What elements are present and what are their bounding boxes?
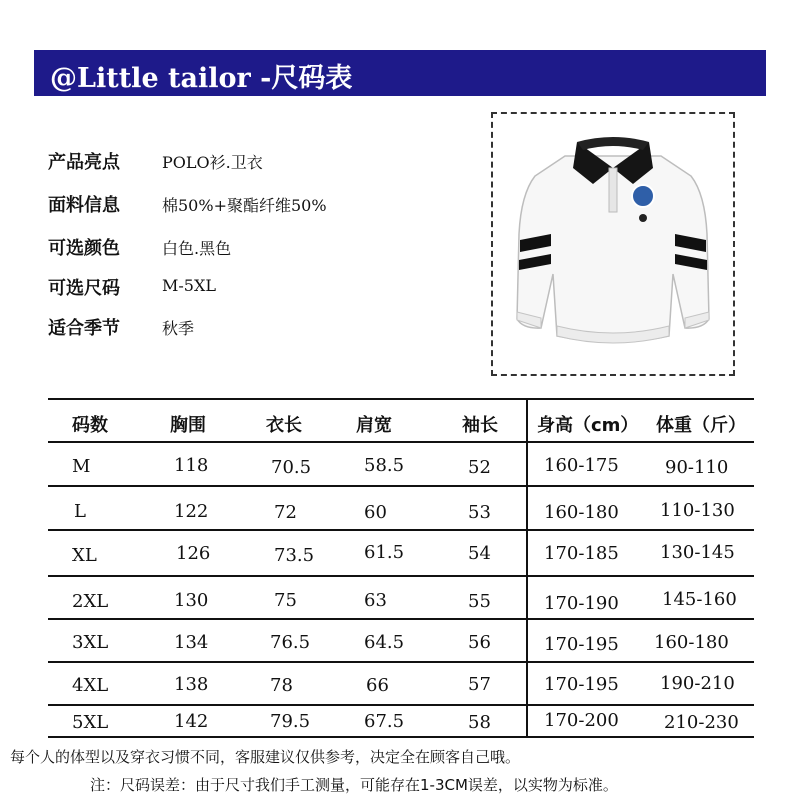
table-cell: 55 — [468, 591, 491, 612]
table-header: 袖长 — [462, 415, 498, 436]
table-cell: 122 — [174, 501, 209, 522]
table-header: 体重（斤） — [656, 415, 746, 436]
table-cell: 66 — [366, 675, 389, 696]
table-rule — [48, 736, 754, 738]
info-value: 白色.黑色 — [162, 239, 232, 258]
info-row-season — [48, 314, 468, 344]
table-cell: 3XL — [72, 632, 109, 653]
table-cell: 130-145 — [660, 542, 735, 563]
table-cell: 75 — [274, 590, 297, 611]
table-cell: 170-195 — [544, 634, 619, 655]
table-rule — [48, 529, 754, 531]
table-rule — [48, 485, 754, 487]
table-header: 胸围 — [170, 415, 206, 436]
table-cell: 53 — [468, 502, 491, 523]
info-row-sizes — [48, 274, 468, 304]
table-cell: 56 — [468, 632, 491, 653]
info-row-colors — [48, 234, 468, 264]
table-cell: XL — [72, 545, 97, 566]
table-header: 肩宽 — [356, 415, 392, 436]
table-rule — [48, 704, 754, 706]
table-cell: 57 — [468, 674, 491, 695]
product-photo-frame — [491, 112, 735, 376]
size-advice-note: 每个人的体型以及穿衣习惯不同，客服建议仅供参考，决定全在顾客自己哦。 — [10, 748, 521, 766]
table-cell: 126 — [176, 543, 211, 564]
info-label: 可选尺码 — [48, 278, 120, 299]
table-cell: 60 — [364, 502, 387, 523]
table-cell: 72 — [274, 502, 297, 523]
size-table — [48, 398, 754, 738]
table-cell: 4XL — [72, 675, 109, 696]
table-cell: 160-180 — [544, 502, 619, 523]
info-row-fabric — [48, 191, 468, 221]
title-banner — [34, 50, 766, 96]
table-header: 身高（cm） — [537, 415, 639, 436]
table-rule — [48, 398, 754, 400]
table-cell: 160-175 — [544, 455, 619, 476]
table-cell: 2XL — [72, 591, 109, 612]
table-cell: M — [72, 456, 91, 477]
info-label: 可选颜色 — [48, 238, 120, 259]
info-label: 面料信息 — [48, 195, 120, 216]
table-cell: 73.5 — [274, 545, 315, 566]
table-rule — [48, 618, 754, 620]
table-cell: 78 — [270, 675, 293, 696]
table-cell: 90-110 — [665, 457, 729, 478]
polo-sweatshirt-icon — [493, 114, 733, 374]
table-cell: 76.5 — [270, 632, 311, 653]
table-cell: 138 — [174, 674, 209, 695]
page-title: @Little tailor -尺码表 — [50, 63, 353, 94]
info-value: M-5XL — [162, 276, 216, 295]
table-cell: 79.5 — [270, 711, 311, 732]
table-cell: 64.5 — [364, 632, 405, 653]
table-cell: 110-130 — [660, 500, 735, 521]
table-cell: 118 — [174, 455, 209, 476]
table-rule — [48, 575, 754, 577]
table-divider — [526, 398, 528, 738]
table-cell: 67.5 — [364, 711, 405, 732]
table-rule — [48, 441, 754, 443]
table-cell: 52 — [468, 457, 491, 478]
table-cell: 190-210 — [660, 673, 735, 694]
table-cell: 5XL — [72, 712, 109, 733]
table-header: 衣长 — [266, 415, 302, 436]
table-cell: 61.5 — [364, 542, 405, 563]
table-cell: 58 — [468, 712, 491, 733]
table-cell: 210-230 — [664, 712, 739, 733]
table-cell: 160-180 — [654, 632, 729, 653]
table-cell: 70.5 — [271, 457, 312, 478]
table-header: 码数 — [72, 415, 108, 436]
table-cell: 63 — [364, 590, 387, 611]
info-row-highlight — [48, 148, 468, 178]
table-cell: 145-160 — [662, 589, 737, 610]
table-cell: 170-190 — [544, 593, 619, 614]
table-cell: 54 — [468, 543, 491, 564]
info-value: POLO衫.卫衣 — [162, 153, 263, 172]
table-cell: 58.5 — [364, 455, 405, 476]
info-label: 适合季节 — [48, 318, 120, 339]
table-cell: 142 — [174, 711, 209, 732]
table-cell: 130 — [174, 590, 209, 611]
table-cell: 170-185 — [544, 543, 619, 564]
info-value: 秋季 — [162, 319, 195, 338]
table-cell: 134 — [174, 632, 209, 653]
table-cell: 170-195 — [544, 674, 619, 695]
info-value: 棉50%+聚酯纤维50% — [162, 196, 327, 215]
table-rule — [48, 661, 754, 663]
measurement-error-note: 注：尺码误差：由于尺寸我们手工测量，可能存在1-3CM误差，以实物为标准。 — [90, 776, 618, 794]
info-label: 产品亮点 — [48, 152, 120, 173]
table-cell: 170-200 — [544, 710, 619, 731]
table-cell: L — [74, 501, 86, 522]
